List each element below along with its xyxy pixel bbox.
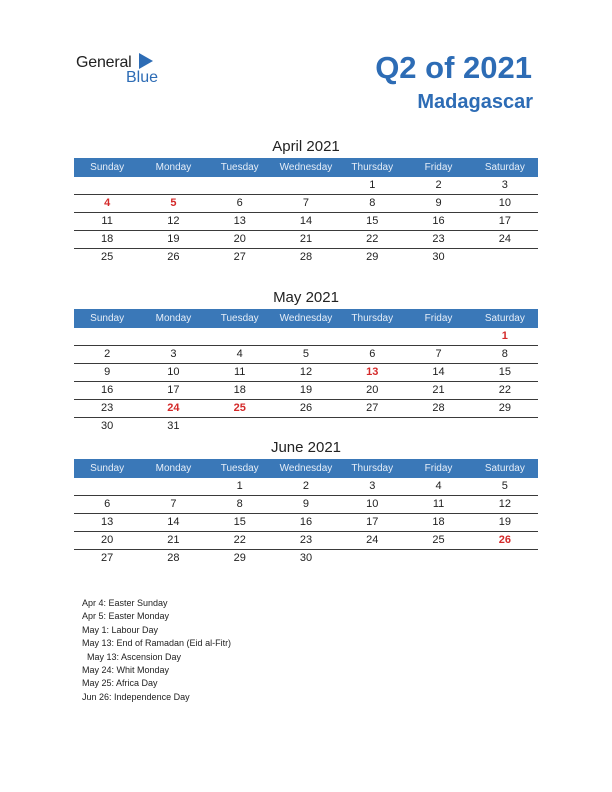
weekday-label: Sunday	[90, 463, 125, 474]
day-cell: 11	[101, 215, 113, 227]
day-cell: 11	[233, 366, 246, 378]
weekday-label: Monday	[155, 313, 192, 324]
holiday-note: May 1: Labour Day	[82, 624, 159, 635]
day-cell: 10	[498, 197, 511, 209]
generalblue-logo	[76, 52, 176, 88]
holiday-note: May 13: End of Ramadan (Eid al-Fitr)	[82, 638, 232, 649]
weekday-label: Thursday	[351, 463, 394, 474]
day-cell: 21	[167, 534, 180, 546]
day-cell: 2	[302, 480, 310, 492]
week-row	[74, 514, 538, 532]
weekday-label: Thursday	[351, 162, 394, 173]
day-cell: 12	[167, 215, 180, 227]
holiday-notes	[82, 597, 231, 704]
week-row	[74, 231, 538, 249]
day-cell: 28	[432, 402, 445, 414]
day-cell: 15	[366, 215, 379, 227]
day-cell: 19	[498, 516, 511, 528]
day-cell: 21	[299, 233, 313, 245]
week-row	[74, 382, 538, 400]
month-title: June 2021	[270, 439, 342, 456]
day-cell: 16	[432, 215, 445, 227]
day-cell: 25	[432, 534, 445, 546]
week-row	[74, 346, 538, 364]
day-cell: 12	[299, 366, 313, 378]
holiday-note: May 24: Whit Monday	[82, 665, 170, 676]
day-cell: 30	[432, 251, 445, 263]
day-cell: 13	[366, 366, 379, 378]
day-cell: 4	[435, 480, 442, 492]
month-april	[74, 136, 538, 266]
week-row	[74, 400, 538, 418]
weekday-header	[74, 459, 538, 478]
week-row	[74, 328, 538, 346]
country-name: Madagascar	[417, 91, 533, 113]
day-cell	[339, 418, 405, 435]
day-cell: 22	[366, 233, 379, 245]
day-cell: 24	[498, 233, 511, 245]
weekday-label: Friday	[424, 162, 453, 173]
day-cell: 12	[498, 498, 511, 510]
day-cell: 26	[299, 402, 313, 414]
week-row	[74, 195, 538, 213]
day-cell: 14	[299, 215, 313, 227]
day-cell: 9	[302, 498, 310, 510]
day-cell: 8	[236, 498, 243, 510]
weekday-label: Friday	[424, 313, 453, 324]
day-cell: 10	[366, 498, 379, 510]
day-cell: 20	[101, 534, 114, 546]
weekday-header	[74, 158, 538, 177]
weekday-label: Sunday	[90, 162, 125, 173]
day-cell: 27	[233, 251, 246, 263]
day-cell: 29	[366, 251, 379, 263]
week-row	[74, 213, 538, 231]
day-cell: 6	[369, 348, 376, 360]
day-cell: 8	[369, 197, 376, 209]
weekday-label: Tuesday	[220, 463, 259, 474]
day-cell: 26	[498, 534, 511, 546]
weekday-label: Monday	[155, 162, 192, 173]
day-cell: 25	[233, 402, 246, 414]
week-row	[74, 550, 538, 567]
day-cell: 8	[501, 348, 508, 360]
day-cell: 13	[101, 516, 114, 528]
week-row	[74, 249, 538, 266]
day-cell: 28	[299, 251, 313, 263]
day-cell: 1	[236, 480, 243, 492]
day-cell	[74, 328, 140, 345]
day-cell: 11	[432, 498, 445, 510]
weekday-label: Thursday	[351, 313, 394, 324]
day-cell: 25	[101, 251, 114, 263]
day-cell	[339, 550, 405, 567]
day-cell: 27	[366, 402, 379, 414]
day-cell	[405, 550, 471, 567]
weekday-label: Saturday	[484, 313, 525, 324]
week-row	[74, 496, 538, 514]
day-cell: 10	[167, 366, 180, 378]
weekday-label: Wednesday	[279, 463, 333, 474]
day-cell: 7	[302, 197, 310, 209]
day-cell: 23	[299, 534, 313, 546]
day-cell: 7	[435, 348, 442, 360]
day-cell	[207, 328, 273, 345]
day-cell: 20	[366, 384, 379, 396]
month-title: May 2021	[273, 289, 339, 306]
day-cell: 14	[432, 366, 445, 378]
day-cell: 5	[302, 348, 310, 360]
day-cell: 18	[101, 233, 114, 245]
day-cell	[207, 177, 273, 194]
day-cell: 4	[236, 348, 243, 360]
day-cell: 13	[233, 215, 246, 227]
day-cell	[273, 177, 339, 194]
day-cell: 23	[432, 233, 445, 245]
month-title: April 2021	[272, 138, 340, 155]
logo-general-text: General	[76, 54, 132, 71]
weekday-label: Wednesday	[279, 162, 333, 173]
day-cell	[74, 478, 140, 495]
weekday-label: Saturday	[484, 463, 525, 474]
weekday-label: Sunday	[90, 313, 125, 324]
day-cell: 2	[435, 179, 442, 191]
day-cell: 9	[435, 197, 442, 209]
day-cell	[74, 177, 140, 194]
day-cell: 6	[236, 197, 243, 209]
day-cell: 22	[233, 534, 246, 546]
day-cell: 16	[101, 384, 114, 396]
day-cell: 5	[170, 197, 177, 209]
day-cell	[472, 249, 538, 266]
day-cell	[140, 328, 206, 345]
day-cell: 17	[366, 516, 379, 528]
day-cell: 22	[498, 384, 511, 396]
day-cell: 2	[104, 348, 111, 360]
day-cell: 15	[498, 366, 511, 378]
week-row	[74, 478, 538, 496]
day-cell: 21	[432, 384, 445, 396]
weekday-label: Wednesday	[279, 313, 333, 324]
day-cell: 6	[104, 498, 111, 510]
day-cell: 14	[167, 516, 180, 528]
holiday-note: Apr 5: Easter Monday	[82, 611, 170, 622]
day-cell: 24	[366, 534, 379, 546]
day-cell: 18	[432, 516, 445, 528]
day-cell: 23	[101, 402, 114, 414]
day-cell: 3	[369, 480, 376, 492]
logo-blue-text: Blue	[126, 69, 159, 86]
day-cell: 28	[167, 552, 180, 564]
page-title: Q2 of 2021	[375, 50, 532, 85]
weekday-label: Monday	[155, 463, 192, 474]
weekday-label: Tuesday	[220, 313, 259, 324]
day-cell: 29	[233, 552, 246, 564]
day-cell: 17	[167, 384, 180, 396]
month-june	[74, 437, 538, 567]
holiday-note: Apr 4: Easter Sunday	[82, 598, 168, 608]
day-cell: 19	[167, 233, 180, 245]
day-cell	[339, 328, 405, 345]
week-row	[74, 532, 538, 550]
month-may	[74, 287, 538, 435]
weekday-label: Friday	[424, 463, 453, 474]
week-row	[74, 177, 538, 195]
day-cell	[405, 418, 471, 435]
day-cell: 20	[233, 233, 246, 245]
day-cell	[472, 418, 538, 435]
day-cell	[207, 418, 273, 435]
day-cell: 27	[101, 552, 114, 564]
day-cell: 29	[498, 402, 511, 414]
day-cell	[140, 177, 206, 194]
day-cell: 30	[101, 420, 114, 432]
weekday-header	[74, 309, 538, 328]
day-cell: 3	[501, 179, 508, 191]
day-cell: 17	[498, 215, 511, 227]
day-cell: 3	[170, 348, 177, 360]
day-cell	[273, 328, 339, 345]
day-cell: 30	[299, 552, 313, 564]
day-cell: 15	[233, 516, 246, 528]
day-cell: 5	[501, 480, 508, 492]
day-cell: 4	[104, 197, 111, 209]
day-cell: 1	[501, 330, 508, 342]
day-cell	[273, 418, 339, 435]
day-cell	[405, 328, 471, 345]
day-cell	[140, 478, 206, 495]
day-cell: 26	[167, 251, 180, 263]
day-cell: 31	[167, 420, 180, 432]
day-cell: 7	[170, 498, 177, 510]
day-cell: 18	[233, 384, 246, 396]
day-cell: 19	[299, 384, 313, 396]
day-cell	[472, 550, 538, 567]
week-row	[74, 418, 538, 435]
holiday-note: May 25: Africa Day	[82, 678, 158, 689]
week-row	[74, 364, 538, 382]
logo-triangle-icon	[139, 53, 153, 69]
day-cell: 9	[104, 366, 111, 378]
holiday-note: May 13: Ascension Day	[87, 651, 182, 662]
holiday-note: Jun 26: Independence Day	[82, 691, 190, 702]
day-cell: 24	[167, 402, 180, 414]
day-cell: 16	[299, 516, 313, 528]
weekday-label: Tuesday	[220, 162, 259, 173]
weekday-label: Saturday	[484, 162, 525, 173]
day-cell: 1	[369, 179, 376, 191]
